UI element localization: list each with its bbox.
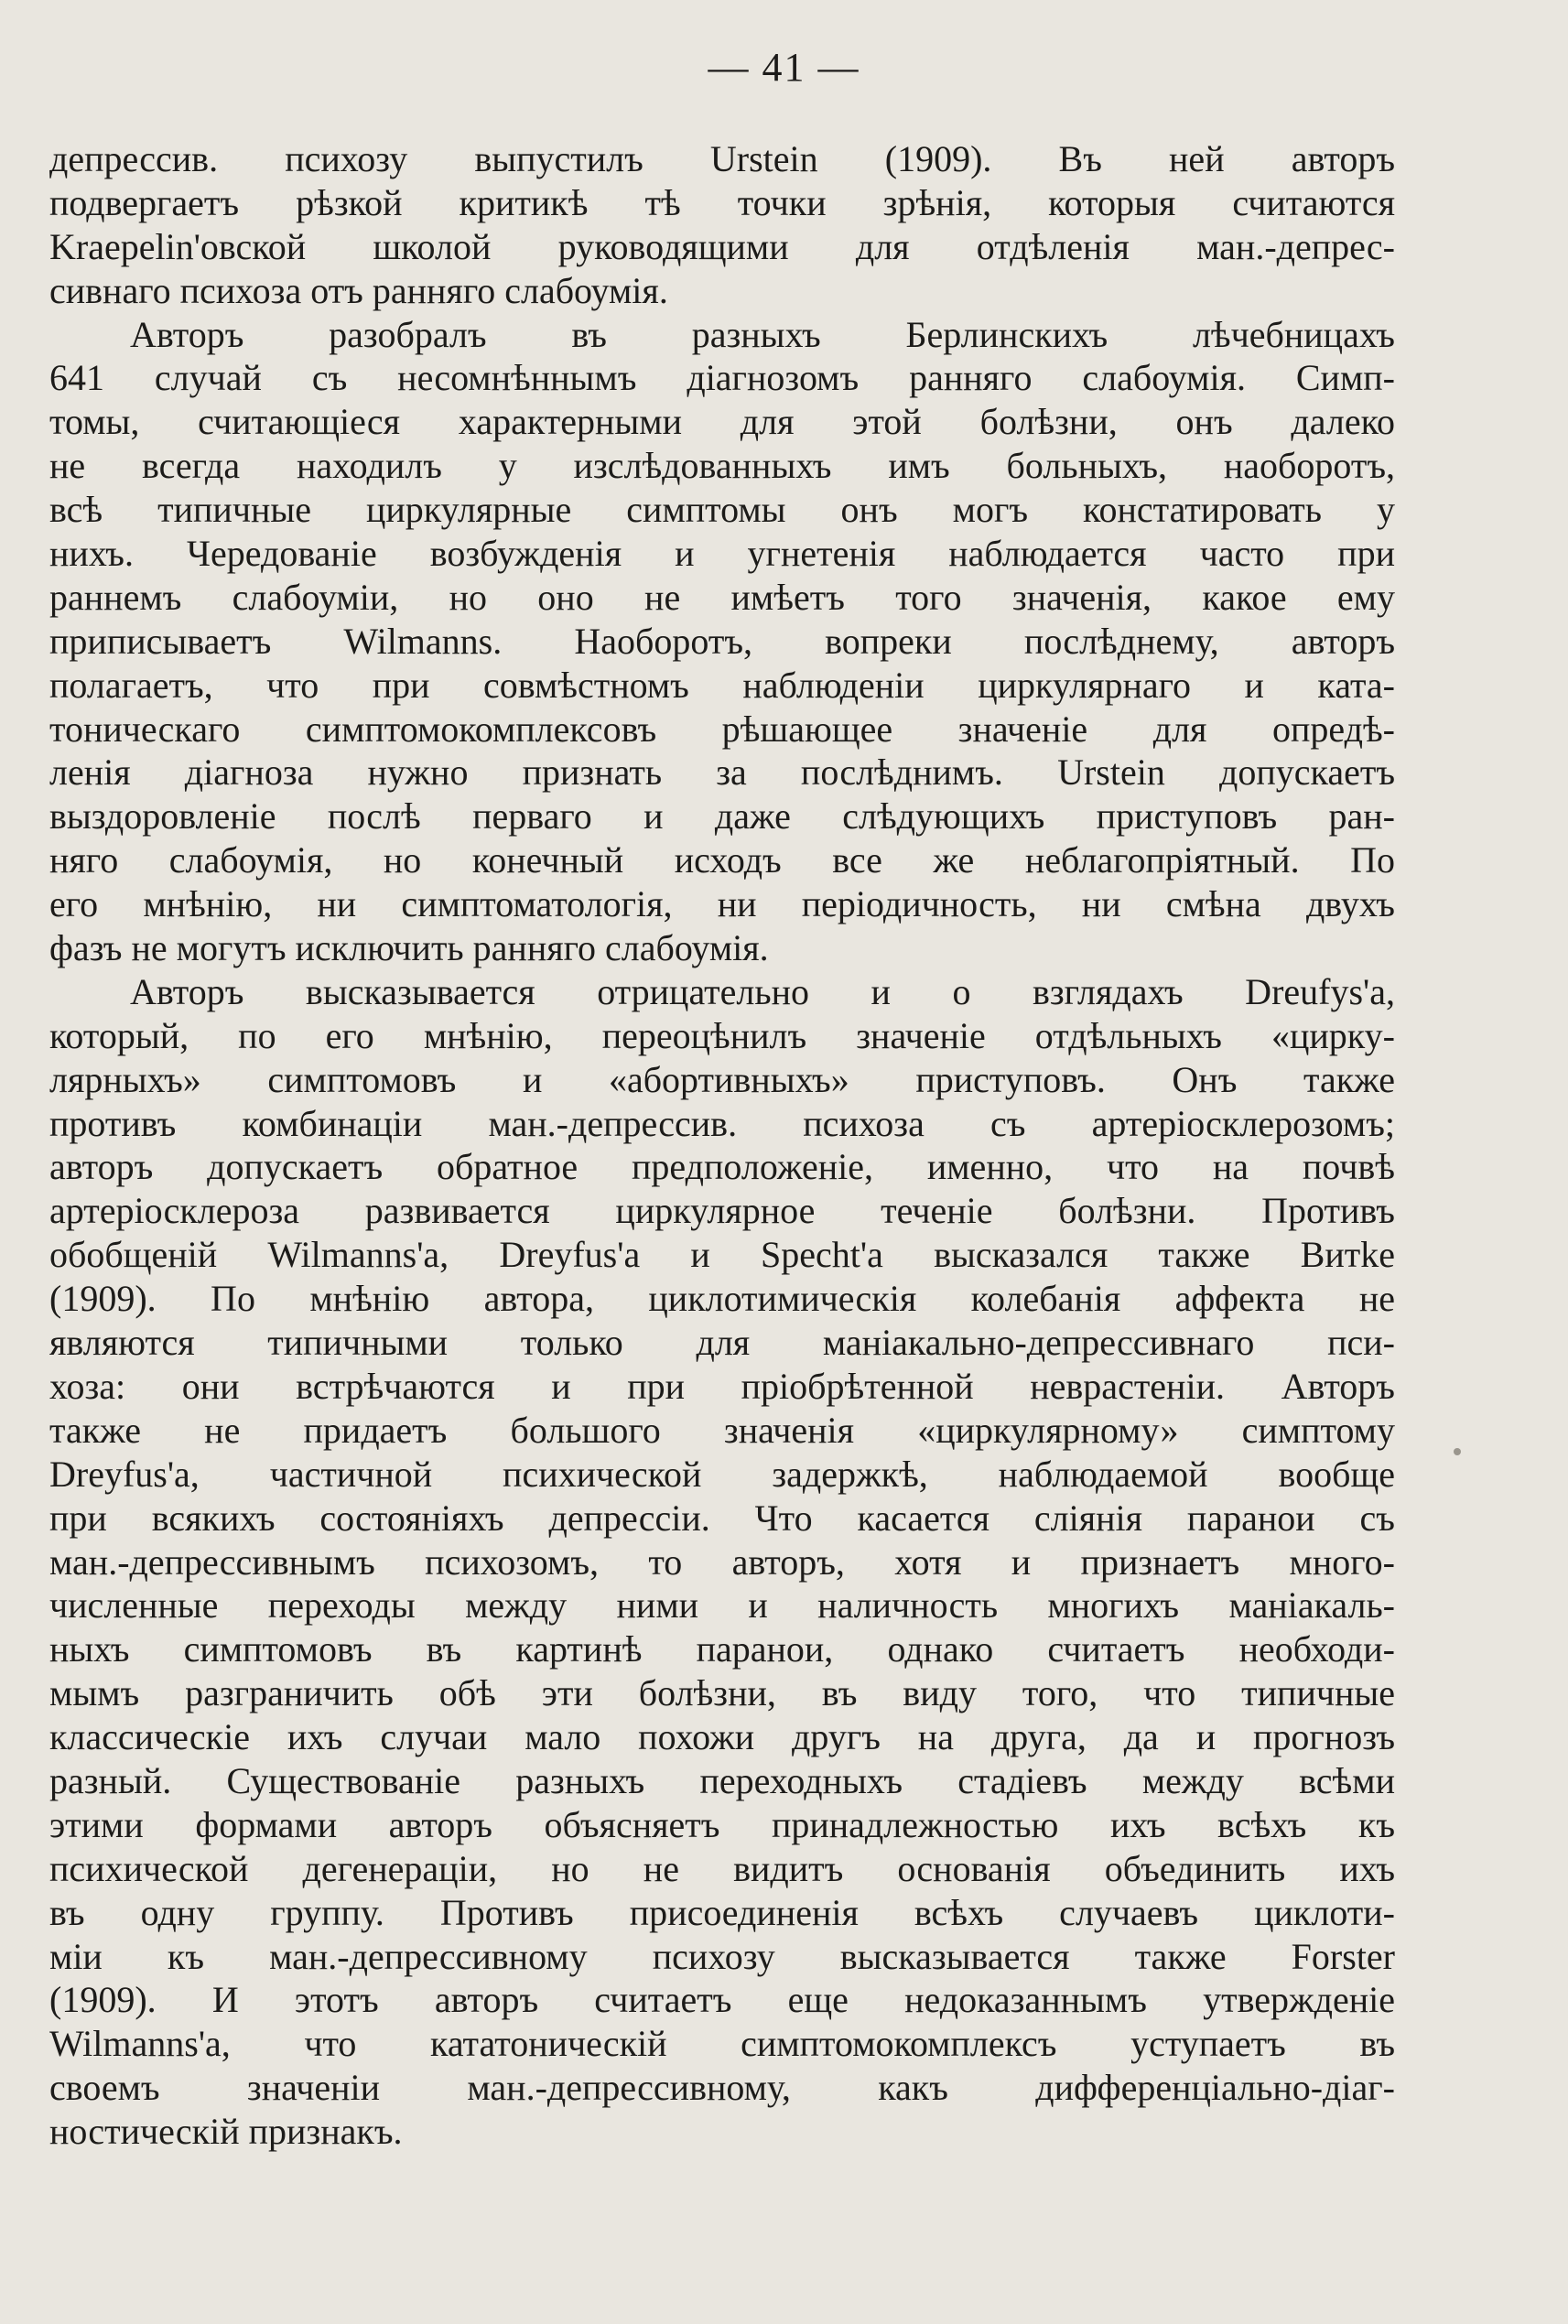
text-line: няго слабоумія, но конечный исходъ все же неблагопріятный. По (49, 839, 1395, 881)
text-line: также не придаетъ большого значенія «циркулярному» симптому (49, 1409, 1395, 1451)
text-line: всѣ типичные циркулярные симптомы онъ могъ констатировать у (49, 489, 1395, 531)
body-text (49, 137, 1395, 2154)
text-line: сивнаго психоза отъ ранняго слабоумія. (49, 269, 668, 311)
text-line: психической дегенераціи, но не видитъ основанія объединить ихъ (49, 1847, 1395, 1889)
text-line: численные переходы между ними и наличность многихъ маніакаль- (49, 1584, 1395, 1627)
text-line: депрессив. психозу выпустилъ Urstein (1909). Въ ней авторъ (49, 138, 1395, 179)
text-line: Kraepelin'овской школой руководящими для отдѣленія ман.-депрес- (49, 225, 1395, 267)
text-line: классическіе ихъ случаи мало похожи другъ на друга, да и прогнозъ (49, 1716, 1395, 1758)
ink-speck (1454, 1448, 1461, 1455)
text-line: Авторъ разобралъ въ разныхъ Берлинскихъ лѣчебницахъ (130, 313, 1395, 355)
text-line: при всякихъ состояніяхъ депрессіи. Что касается сліянія паранои съ (49, 1497, 1395, 1539)
text-line: Wilmanns'а, что кататоническій симптомокомплексъ уступаетъ въ (49, 2023, 1395, 2065)
text-line: лярныхъ» симптомовъ и «абортивныхъ» приступовъ. Онъ также (49, 1058, 1395, 1100)
text-line: этими формами авторъ объясняетъ принадлежностью ихъ всѣхъ къ (49, 1803, 1395, 1845)
text-line: который, по его мнѣнію, переоцѣнилъ значеніе отдѣльныхъ «цирку- (49, 1014, 1395, 1056)
page-number: — 41 — (708, 45, 860, 90)
text-line: мымъ разграничить обѣ эти болѣзни, въ виду того, что типичные (49, 1672, 1395, 1714)
text-line: Dreyfus'а, частичной психической задержкѣ, наблюдаемой вообще (49, 1453, 1395, 1495)
text-line: (1909). По мнѣнію автора, циклотимическія колебанія аффекта не (49, 1278, 1395, 1320)
text-line: фазъ не могутъ исключить ранняго слабоумія. (49, 927, 769, 969)
text-line: разный. Существованіе разныхъ переходныхъ стадіевъ между всѣми (49, 1759, 1395, 1801)
text-line: ностическій признакъ. (49, 2111, 403, 2153)
text-line: подвергаетъ рѣзкой критикѣ тѣ точки зрѣнія, которыя считаются (49, 181, 1395, 223)
text-line: нихъ. Чередованіе возбужденія и угнетенія наблюдается часто при (49, 533, 1395, 575)
text-line: ленія діагноза нужно признать за послѣднимъ. Urstein допускаетъ (49, 751, 1395, 794)
text-line: въ одну группу. Противъ присоединенія всѣхъ случаевъ циклоти- (49, 1891, 1395, 1933)
text-line: ман.-депрессивнымъ психозомъ, то авторъ, хотя и признаетъ много- (49, 1540, 1395, 1583)
text-line: Авторъ высказывается отрицательно и о взглядахъ Dreufys'а, (130, 970, 1395, 1012)
text-line: своемъ значеніи ман.-депрессивному, какъ дифференціально-діаг- (49, 2067, 1395, 2109)
text-line: 641 случай съ несомнѣннымъ діагнозомъ ранняго слабоумія. Симп- (49, 357, 1395, 399)
text-line: противъ комбинаціи ман.-депрессив. психоза съ артеріосклерозомъ; (49, 1102, 1395, 1144)
text-line: міи къ ман.-депрессивному психозу высказывается также Forster (49, 1935, 1395, 1977)
text-line: его мнѣнію, ни симптоматологія, ни періодичность, ни смѣна двухъ (49, 883, 1395, 925)
text-line: тоническаго симптомокомплексовъ рѣшающее значеніе для опредѣ- (49, 708, 1395, 750)
text-line: артеріосклероза развивается циркулярное теченіе болѣзни. Противъ (49, 1190, 1395, 1232)
text-line: полагаетъ, что при совмѣстномъ наблюденіи циркулярнаго и ката- (49, 664, 1395, 706)
text-line: раннемъ слабоуміи, но оно не имѣетъ того значенія, какое ему (49, 576, 1395, 618)
text-line: хоза: они встрѣчаются и при пріобрѣтенной неврастеніи. Авторъ (49, 1365, 1395, 1407)
text-line: (1909). И этотъ авторъ считаетъ еще недоказаннымъ утвержденіе (49, 1979, 1395, 2021)
text-line: приписываетъ Wilmanns. Наоборотъ, вопреки послѣднему, авторъ (49, 620, 1395, 662)
text-line: томы, считающіеся характерными для этой болѣзни, онъ далеко (49, 401, 1395, 443)
text-line: ныхъ симптомовъ въ картинѣ паранои, однако считаетъ необходи- (49, 1628, 1395, 1670)
text-line: не всегда находилъ у изслѣдованныхъ имъ больныхъ, наоборотъ, (49, 445, 1395, 487)
text-line: обобщеній Wilmanns'а, Dreyfus'а и Specht'а высказался также Витke (49, 1234, 1395, 1276)
text-line: авторъ допускаетъ обратное предположеніе, именно, что на почвѣ (49, 1146, 1395, 1188)
text-line: выздоровленіе послѣ перваго и даже слѣдующихъ приступовъ ран- (49, 795, 1395, 838)
text-line: являются типичными только для маніакально-депрессивнаго пси- (49, 1322, 1395, 1364)
